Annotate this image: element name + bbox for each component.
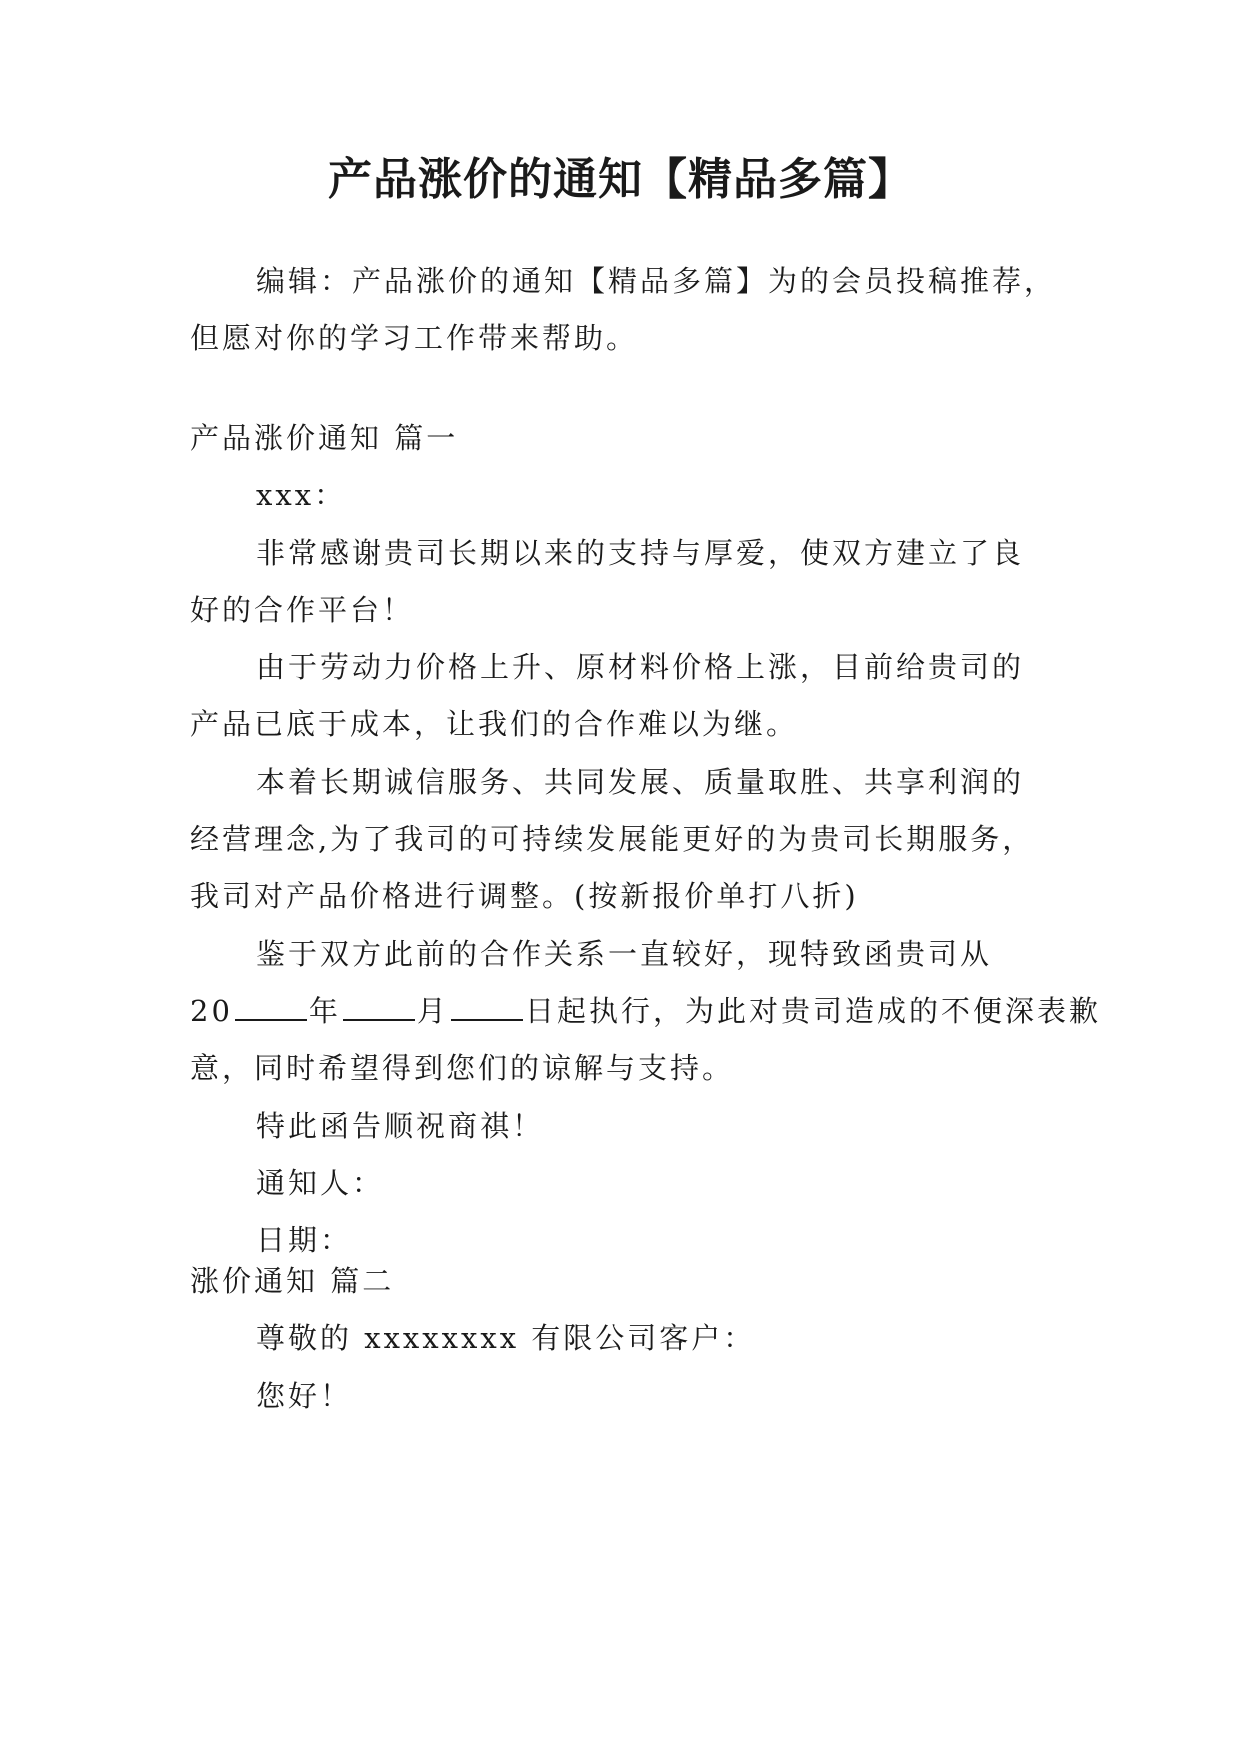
section-heading: 产品涨价通知 篇一 bbox=[190, 421, 459, 455]
paragraph-line: 由于劳动力价格上升、原材料价格上涨，目前给贵司的 bbox=[256, 650, 1025, 685]
paragraph-line: 本着长期诚信服务、共同发展、质量取胜、共享利润的 bbox=[256, 764, 1025, 799]
notifier-line: 通知人： bbox=[256, 1165, 385, 1200]
section-heading: 涨价通知 篇二 bbox=[190, 1264, 395, 1298]
section-1 bbox=[190, 410, 1101, 1269]
paragraph-line: 好的合作平台！ bbox=[190, 592, 415, 627]
year-blank bbox=[235, 993, 307, 1021]
month-label: 月 bbox=[416, 993, 449, 1028]
day-blank bbox=[451, 993, 523, 1021]
day-rest: 日起执行，为此对贵司造成的不便深表歉 bbox=[524, 993, 1101, 1028]
paragraph-line: 产品已底于成本，让我们的合作难以为继。 bbox=[190, 707, 799, 742]
intro-line: 编辑：产品涨价的通知【精品多篇】为的会员投稿推荐， bbox=[256, 264, 1057, 298]
date-line: 日期： bbox=[256, 1223, 353, 1258]
date-fill-line bbox=[190, 983, 1101, 1040]
closing-line: 特此函告顺祝商祺！ bbox=[256, 1108, 545, 1143]
month-blank bbox=[343, 993, 415, 1021]
greeting: 您好！ bbox=[256, 1378, 353, 1413]
paragraph-line: 经营理念,为了我司的可持续发展能更好的为贵司长期服务， bbox=[190, 822, 1035, 857]
section-2 bbox=[190, 1253, 1058, 1425]
salutation: 尊敬的 xxxxxxxx 有限公司客户： bbox=[256, 1321, 756, 1356]
intro-paragraph bbox=[190, 253, 1058, 368]
document-title: 产品涨价的通知【精品多篇】 bbox=[328, 154, 913, 205]
salutation: xxx： bbox=[256, 478, 347, 513]
intro-line: 但愿对你的学习工作带来帮助。 bbox=[190, 321, 639, 356]
paragraph-line: 非常感谢贵司长期以来的支持与厚爱，使双方建立了良 bbox=[256, 535, 1025, 570]
paragraph-line: 意，同时希望得到您们的谅解与支持。 bbox=[190, 1051, 735, 1086]
paragraph-line: 鉴于双方此前的合作关系一直较好，现特致函贵司从 bbox=[256, 936, 993, 971]
paragraph-line: 我司对产品价格进行调整。(按新报价单打八折) bbox=[190, 879, 859, 914]
year-label: 年 bbox=[308, 993, 341, 1028]
year-prefix: 20 bbox=[190, 993, 233, 1028]
